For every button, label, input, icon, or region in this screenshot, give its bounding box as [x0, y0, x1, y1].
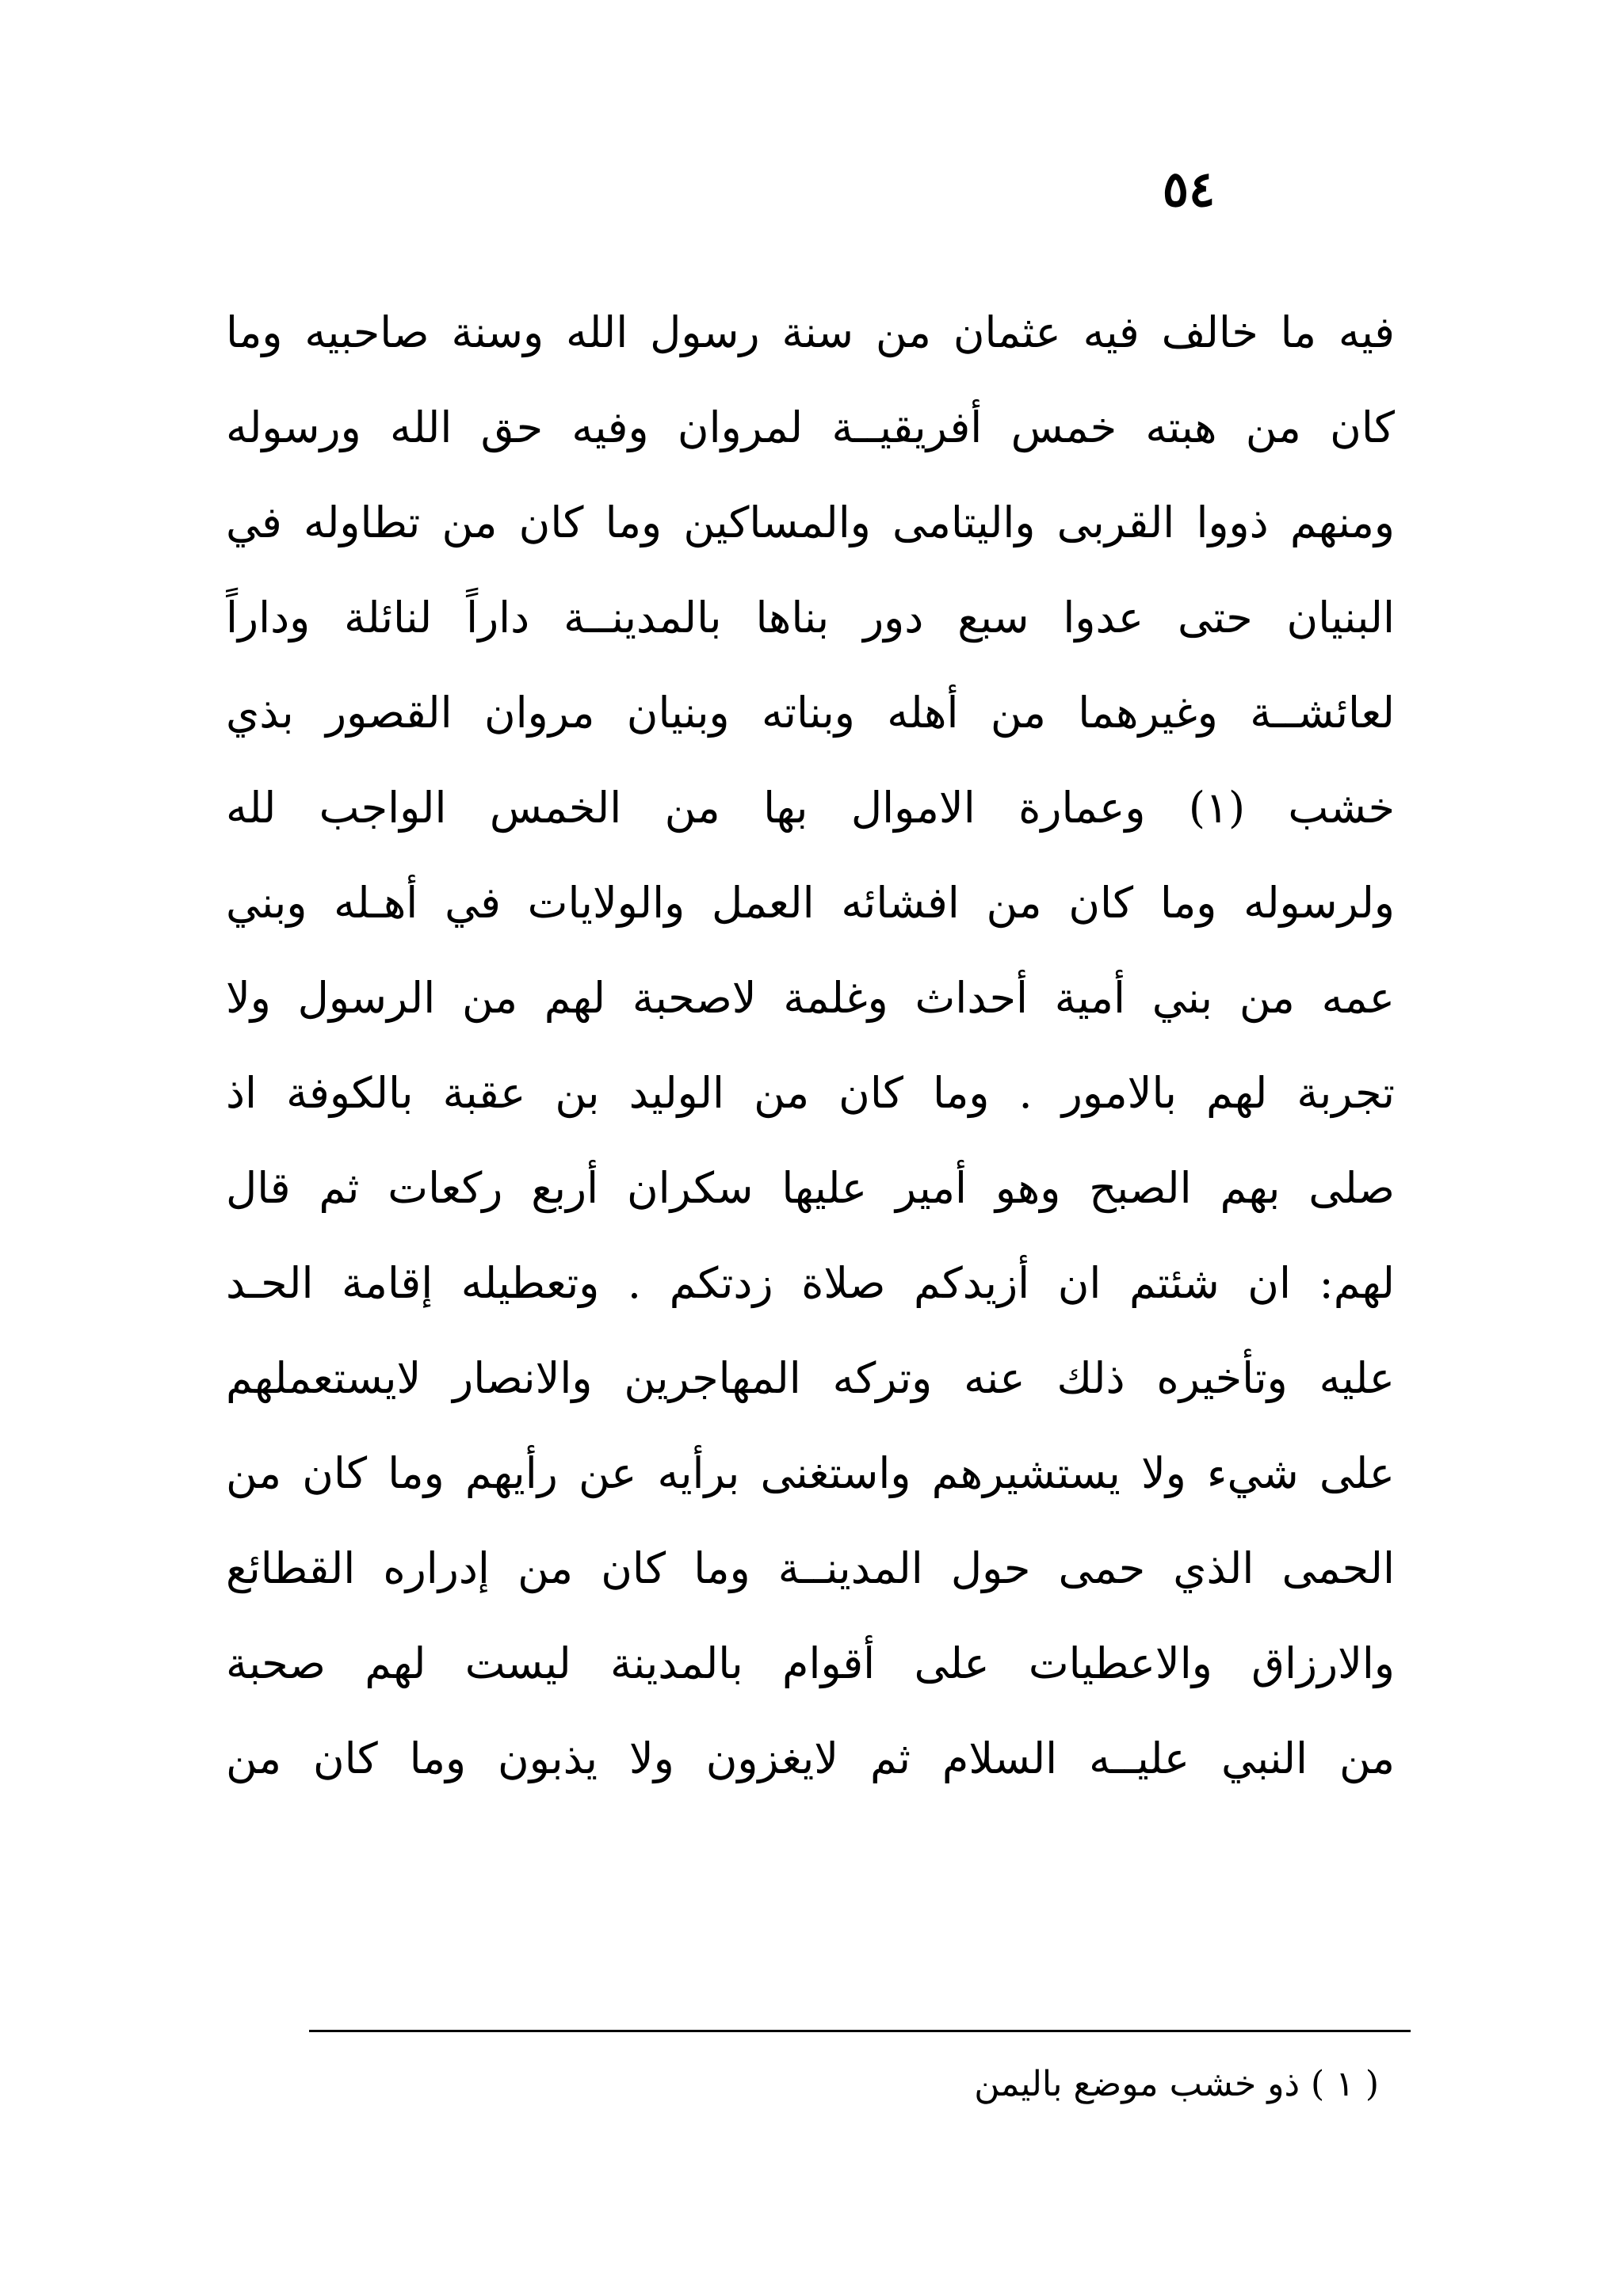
text-line: ومنهم ذووا القربى واليتامى والمساكين وما كان من تطاوله في — [226, 498, 1395, 547]
text-line: من النبي عليــه السلام ثم لايغزون ولا يذبون وما كان من — [226, 1733, 1395, 1783]
text-line: فيه ما خالف فيه عثمان من سنة رسول الله وسنة صاحبيه وما — [226, 307, 1395, 357]
footnote: ( ١ ) ذو خشب موضع باليمن — [974, 2064, 1379, 2104]
text-line: عليه وتأخيره ذلك عنه وتركه المهاجرين والانصار لايستعملهم — [226, 1353, 1395, 1403]
text-line: كان من هبته خمس أفريقيــة لمروان وفيه حق الله ورسوله — [226, 402, 1395, 452]
text-line: خشب (١) وعمارة الاموال بها من الخمس الواجب لله — [226, 783, 1395, 833]
text-line: والارزاق والاعطيات على أقوام بالمدينة ليست لهم صحبة — [226, 1638, 1395, 1688]
text-line: لعائشــة وغيرهما من أهله وبناته وبنيان مروان القصور بذي — [226, 688, 1395, 738]
text-line: الحمى الذي حمى حول المدينــة وما كان من إدراره القطائع — [226, 1543, 1395, 1593]
text-line: ولرسوله وما كان من افشائه العمل والولايات في أهـله وبني — [226, 878, 1395, 928]
page-number: ٥٤ — [1162, 160, 1216, 218]
footnote-divider — [309, 2030, 1411, 2032]
text-line: على شيء ولا يستشيرهم واستغنى برأيه عن رأيهم وما كان من — [226, 1448, 1395, 1498]
body-text — [226, 285, 1395, 1806]
text-line: البنيان حتى عدوا سبع دور بناها بالمدينــة داراً لنائلة وداراً — [226, 593, 1395, 643]
text-line: عمه من بني أمية أحداث وغلمة لاصحبة لهم من الرسول ولا — [226, 973, 1395, 1023]
text-line: تجربة لهم بالامور . وما كان من الوليد بن عقبة بالكوفة اذ — [226, 1068, 1395, 1118]
text-line: لهم: ان شئتم ان أزيدكم صلاة زدتكم . وتعطيله إقامة الحـد — [226, 1258, 1395, 1308]
text-line: صلى بهم الصبح وهو أمير عليها سكران أربع ركعات ثم قال — [226, 1163, 1395, 1213]
